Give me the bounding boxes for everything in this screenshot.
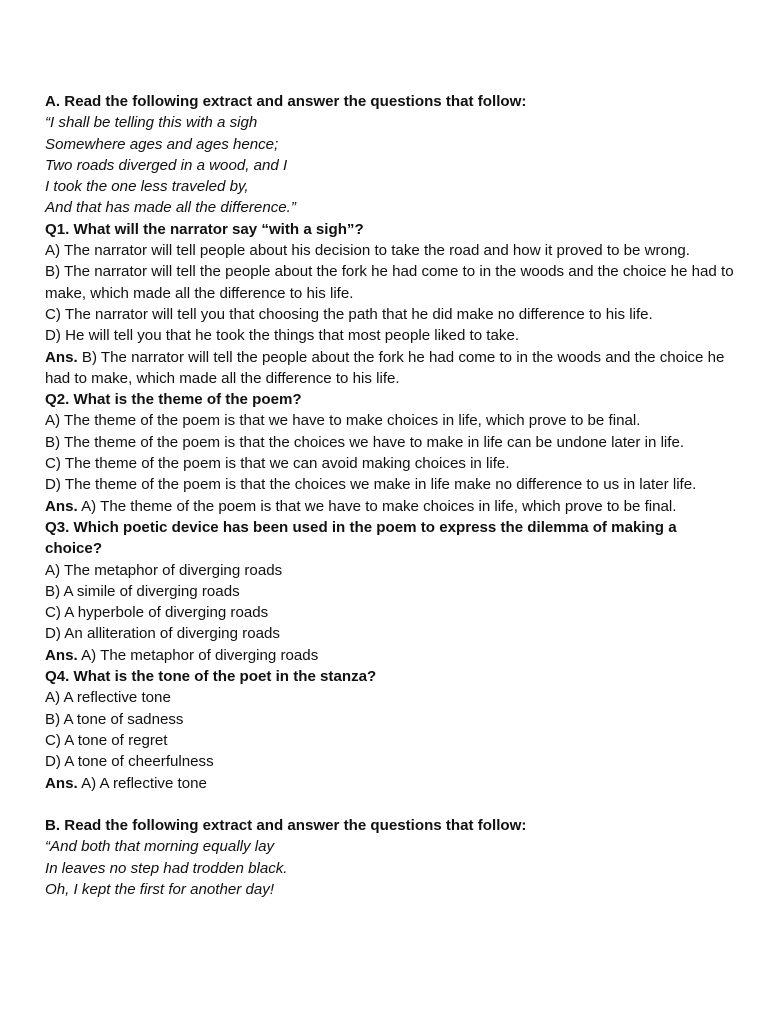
option-c: C) The narrator will tell you that choosing the path that he did make no difference to his life. xyxy=(45,305,653,323)
option-a: A) A reflective tone xyxy=(45,689,171,707)
document-page xyxy=(45,91,735,900)
question-block-q3 xyxy=(45,517,735,666)
extract-line: In leaves no step had trodden black. xyxy=(45,859,288,877)
option-d: D) A tone of cheerfulness xyxy=(45,753,214,771)
option-a: A) The theme of the poem is that we have to make choices in life, which prove to be final. xyxy=(45,412,641,430)
answer-line xyxy=(45,496,735,517)
answer-label: Ans. xyxy=(45,646,78,664)
extract-line: And that has made all the difference.” xyxy=(45,199,296,217)
extract-line: “And both that morning equally lay xyxy=(45,838,275,856)
section-spacer xyxy=(45,794,735,815)
answer-label: Ans. xyxy=(45,774,78,792)
option-c: C) A hyperbole of diverging roads xyxy=(45,604,269,622)
option-b: B) The narrator will tell the people about the fork he had come to in the woods and the choice he had to make, which made all the difference to his life. xyxy=(45,263,734,302)
question-text: Q1. What will the narrator say “with a sigh”? xyxy=(45,220,364,238)
extract-line: Oh, I kept the first for another day! xyxy=(45,880,275,898)
option-d: D) An alliteration of diverging roads xyxy=(45,625,280,643)
answer-text: A) The metaphor of diverging roads xyxy=(77,646,319,664)
question-text: Q2. What is the theme of the poem? xyxy=(45,391,302,409)
question-text: Q3. Which poetic device has been used in the poem to express the dilemma of making a choice? xyxy=(45,518,677,558)
question-block-q2 xyxy=(45,389,735,517)
extract-line: I took the one less traveled by, xyxy=(45,178,249,196)
option-d: D) He will tell you that he took the things that most people liked to take. xyxy=(45,327,520,345)
question-block-q1 xyxy=(45,219,735,389)
option-b: B) A simile of diverging roads xyxy=(45,582,240,600)
answer-line xyxy=(45,645,735,666)
section-a-heading: A. Read the following extract and answer the questions that follow: xyxy=(45,93,527,110)
answer-label: Ans. xyxy=(45,348,78,366)
option-b: B) The theme of the poem is that the choices we have to make in life can be undone later in life. xyxy=(45,433,685,451)
extract-line: “I shall be telling this with a sigh xyxy=(45,114,258,132)
option-a: A) The metaphor of diverging roads xyxy=(45,561,283,579)
question-text: Q4. What is the tone of the poet in the stanza? xyxy=(45,668,377,686)
answer-text: A) The theme of the poem is that we have to make choices in life, which prove to be final. xyxy=(77,497,677,515)
option-a: A) The narrator will tell people about his decision to take the road and how it proved to be wrong. xyxy=(45,242,690,260)
section-b-extract xyxy=(45,836,735,900)
option-c: C) A tone of regret xyxy=(45,731,168,749)
option-d: D) The theme of the poem is that the choices we make in life make no difference to us in later life. xyxy=(45,476,697,494)
answer-text: B) The narrator will tell the people about the fork he had come to in the woods and the choice he had to make, which made all the difference to his life. xyxy=(45,348,725,387)
question-block-q4 xyxy=(45,666,735,794)
answer-line xyxy=(45,347,735,390)
section-b-heading: B. Read the following extract and answer the questions that follow: xyxy=(45,817,527,835)
extract-line: Somewhere ages and ages hence; xyxy=(45,135,279,153)
option-b: B) A tone of sadness xyxy=(45,710,184,728)
option-c: C) The theme of the poem is that we can avoid making choices in life. xyxy=(45,455,510,473)
answer-line xyxy=(45,773,735,794)
answer-label: Ans. xyxy=(45,497,78,515)
extract-line: Two roads diverged in a wood, and I xyxy=(45,156,288,174)
section-a-extract xyxy=(45,112,735,218)
answer-text: A) A reflective tone xyxy=(77,774,207,792)
